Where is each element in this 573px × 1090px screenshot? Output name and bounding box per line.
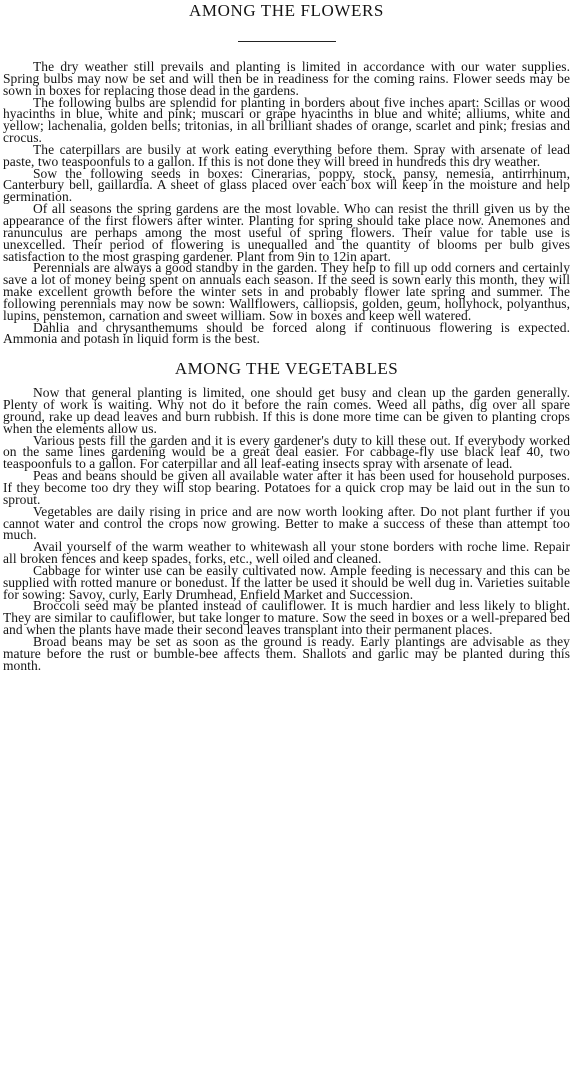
flowers-section: [3, 61, 570, 345]
flowers-paragraph-3: The caterpillars are busily at work eating everything before them. Spray with arsenate of lead paste, two teaspoonfuls to a gallon. If this is not done they will breed in hundreds this dry weather.: [3, 141, 570, 169]
vegetables-paragraph-1: Now that general planting is limited, one should get busy and clean up the garden generally. Plenty of work is waiting. Why not do it before the rain comes. Weed all paths, dig over all spare ground, rake up dead leaves and burn rubbish. If this is done more time can be given to planting crops when the elements allow us.: [3, 385, 570, 436]
flowers-paragraph-7: Dahlia and chrysanthemums should be forced along if continuous flowering is expected. Ammonia and potash in liquid form is the best.: [3, 319, 570, 347]
vegetables-paragraph-2: Various pests fill the garden and it is every gardener's duty to kill these out. If everybody worked on the same lines gardening would be a great deal easier. For cabbage-fly use black leaf 40, two teaspoonfuls to a gallon. For caterpillar and all leaf-eating insects spray with arsenate of lead.: [3, 432, 570, 472]
vegetables-paragraph-5: Avail yourself of the warm weather to whitewash all your stone borders with roche lime. Repair all broken fences and keep spades, forks, etc., well oiled and cleaned.: [3, 539, 570, 567]
vegetables-paragraph-8: Broad beans may be set as soon as the ground is ready. Early plantings are advisable as they mature before the rust or bumble-bee affects them. Shallots and garlic may be planted during this month.: [3, 633, 570, 673]
vegetables-paragraph-7: Broccoli seed may be planted instead of cauliflower. It is much hardier and less likely to blight. They are similar to cauliflower, but take longer to mature. Sow the seed in boxes or a well-prepared bed and when the plants have made their second leaves transplant into their permanent places.: [3, 598, 570, 638]
flowers-paragraph-1: The dry weather still prevails and planting is limited in accordance with our water supplies. Spring bulbs may now be set and will then be in readiness for the coming rains. Flower seeds may be sown in boxes for replacing those dead in the gardens.: [3, 59, 570, 98]
flowers-heading: AMONG THE FLOWERS: [188, 1, 384, 20]
flowers-paragraph-2: The following bulbs are splendid for planting in borders about five inches apart: Scillas or wood hyacinths in blue, white and pink; muscari or grape hyacinths in blue and white; alliums, white and yellow; lachenalia, golden bells; tritonias, in all brilliant shades of orange, scarlet and pink; fresias and crocus.: [3, 94, 570, 146]
vegetables-paragraph-4: Vegetables are daily rising in price and are now worth looking after. Do not plant further if you cannot water and control the crops now growing. Better to make a success of these than attempt too much.: [3, 503, 570, 543]
vegetables-section: [3, 387, 570, 671]
flowers-paragraph-6: Perennials are always a good standby in the garden. They help to fill up odd corners and certainly save a lot of money being spent on annuals each season. If the seed is sown early this month, they will make excellent growth before the winter sets in and probably flower late spring and summer. The following perennials may now be sown: Wallflowers, calliopsis, golden, geum, hollyhock, polyanthus, lupins, penstemon, carnation and sweet william. Sow in boxes and keep well watered.: [3, 260, 570, 323]
vegetables-heading: AMONG THE VEGETABLES: [174, 359, 399, 379]
vegetables-paragraph-3: Peas and beans should be given all available water after it has been used for household purposes. If they become too dry they will stop bearing. Potatoes for a quick crop may be laid out in the sun to sprout.: [3, 468, 570, 507]
flowers-paragraph-4: Sow the following seeds in boxes: Cinerarias, poppy, stock, pansy, nemesia, antirrhinum, Canterbury bell, gaillardia. A sheet of glass placed over each box will keep in the moisture and help germination.: [3, 165, 570, 205]
flowers-paragraph-5: Of all seasons the spring gardens are the most lovable. Who can resist the thrill given us by the appearance of the first flowers after winter. Planting for spring should take place now. Anemones and ranunculus are perhaps among the most useful of spring flowers. Their value for table use is unexcelled. Their period of flowering is unequalled and the quantity of blooms per bulb gives satisfaction to the most grasping gardener. Plant from 9in to 12in apart.: [3, 201, 570, 264]
heading-rule: [238, 41, 336, 42]
vegetables-paragraph-6: Cabbage for winter use can be easily cultivated now. Ample feeding is necessary and this can be supplied with rotted manure or bonedust. If the latter be used it should be well dug in. Varieties suitable for sowing: Savoy, curly, Early Drumhead, Enfield Market and Succession.: [3, 562, 570, 602]
